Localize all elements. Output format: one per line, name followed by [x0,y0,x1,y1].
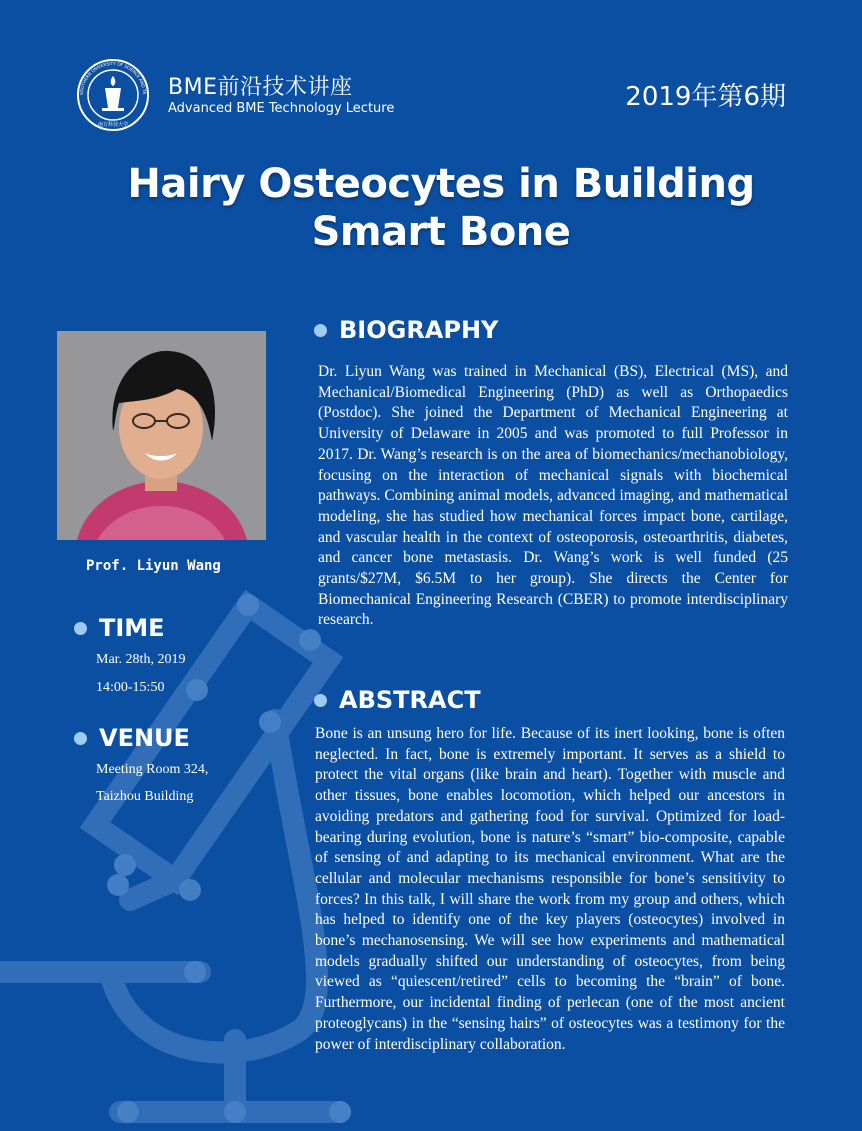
venue-heading-label: VENUE [99,724,190,752]
logo-ring-text: SOUTHERN UNIVERSITY OF SCIENCE AND TE [78,60,148,96]
time-hours: 14:00-15:50 [96,680,165,695]
bullet-dot-icon [314,694,327,707]
biography-text: Dr. Liyun Wang was trained in Mechanical (BS), Electrical (MS), and Mechanical/Biomedical Engineering (PhD) as well as Orthopaedics (Postdoc). She joined the Department of Mechanical Engineering at University of Delaware in 2005 and was promoted to full Professor in 2017. Dr. Wang’s research is on the area of biomechanics/mechanobiology, focusing on the interaction of mechanical signals with biochemical pathways. Combining animal models, advanced imaging, and mathematical modeling, she has studied how mechanical forces impact bone, cartilage, and vascular health in the context of osteoporosis, osteoarthritis, diabetes, and cancer bone metastasis. Dr. Wang’s work is well funded (25 grants/$27M, $6.5M to her group). She directs the Center for Biomechanical Engineering Research (CBER) to promote interdisciplinary research. [318,363,788,629]
brand-title-en: Advanced BME Technology Lecture [168,101,395,116]
biography-heading-label: BIOGRAPHY [339,316,499,344]
bullet-dot-icon [74,622,87,635]
bullet-dot-icon [314,324,327,337]
abstract-heading [314,686,481,714]
title-line-2: Smart Bone [311,209,571,255]
brand-title-cn: BME前沿技术讲座 [168,75,353,100]
lecture-title [60,160,822,256]
abstract-heading-label: ABSTRACT [339,686,481,714]
speaker-photo [57,331,266,540]
issue-number: 2019年第6期 [625,82,786,112]
title-line-1: Hairy Osteocytes in Building [127,161,755,207]
venue-line-1: Meeting Room 324, [96,762,209,777]
time-heading [74,614,165,642]
time-heading-label: TIME [99,614,165,642]
venue-line-2: Taizhou Building [96,789,194,804]
university-logo [76,58,150,132]
biography-heading [314,316,498,344]
bullet-dot-icon [74,732,87,745]
speaker-name: Prof. Liyun Wang [86,558,221,574]
venue-heading [74,724,190,752]
abstract-text: Bone is an unsung hero for life. Because of its inert looking, bone is often neglected. In fact, bone is extremely important. It serves as a shield to protect the vital organs (like brain and heart). Together with muscle and other tissues, bone enables locomotion, which helped our ancestors in avoiding predators and gathering food for survival. Optimized for load-bearing during evolution, bone is nature’s “smart” bio-composite, capable of sensing of and adapting to its mechanical environment. What are the cellular and molecular mechanisms responsible for bone’s sensitivity to forces? In this talk, I will share the work from my group and others, which has helped to identify one of the key players (osteocytes) involved in bone’s mechanosensing. We will see how experiments and mathematical models gradually shifted our understanding of osteocytes, from being viewed as “quiescent/retired” cells to becoming the “brain” of bone. Furthermore, our incidental finding of perlecan (one of the most ancient proteoglycans) in the “sensing hairs” of osteocytes was a testimony for the power of interdisciplinary collaboration. [315,725,785,1053]
logo-bottom-text: 南方科技大学 [97,122,129,128]
time-date: Mar. 28th, 2019 [96,652,186,667]
